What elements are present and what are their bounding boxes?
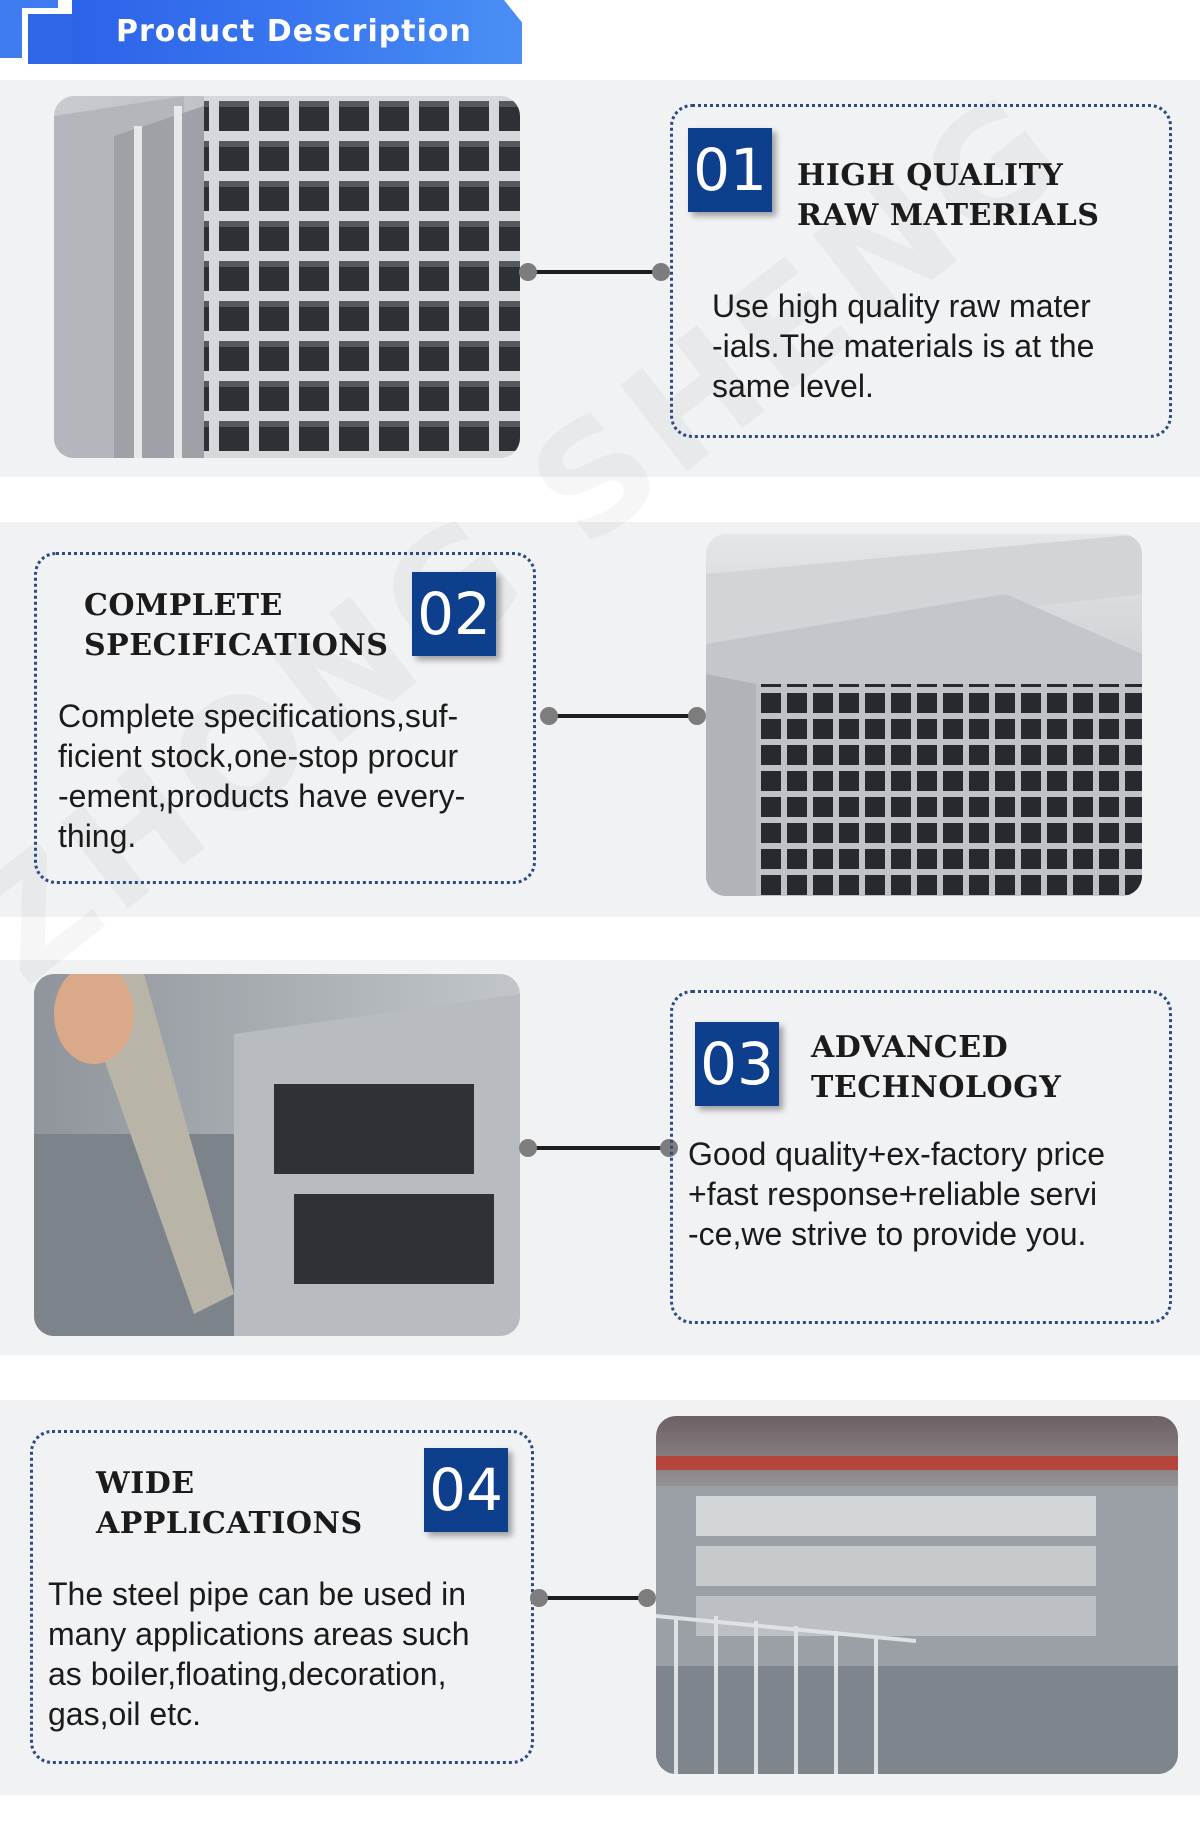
connector-line-2 [546, 714, 696, 718]
connector-dot [688, 707, 706, 725]
feature-text-1: Use high quality raw mater -ials.The materials is at the same level. [712, 288, 1095, 404]
feature-heading-4: WIDE APPLICATIONS [96, 1466, 363, 1541]
product-photo-3 [34, 974, 520, 1336]
feature-heading-1: HIGH QUALITY RAW MATERIALS [797, 158, 1100, 233]
feature-heading-2: COMPLETE SPECIFICATIONS [84, 588, 389, 663]
section-header [0, 0, 1200, 80]
feature-number-4: 04 [424, 1448, 508, 1532]
product-photo-1 [54, 96, 520, 458]
connector-dot [652, 263, 670, 281]
feature-number-1: 01 [688, 128, 772, 212]
header-title: Product Description [116, 14, 472, 49]
connector-dot [638, 1589, 656, 1607]
connector-dot [530, 1589, 548, 1607]
feature-text-3: Good quality+ex-factory price +fast response+reliable servi -ce,we strive to provide you. [688, 1136, 1106, 1252]
feature-heading-3: ADVANCED TECHNOLOGY [811, 1030, 1062, 1105]
feature-number-3: 03 [695, 1022, 779, 1106]
product-photo-2 [706, 534, 1142, 896]
connector-line-1 [528, 270, 660, 274]
connector-dot [519, 1139, 537, 1157]
feature-number-2: 02 [412, 572, 496, 656]
connector-line-4 [546, 1596, 650, 1600]
connector-dot [519, 263, 537, 281]
feature-text-2: Complete specifications,suf- ficient stock,one-stop procur -ement,products have every- thing. [58, 698, 466, 854]
header-accent-inner [28, 14, 72, 64]
product-photo-4 [656, 1416, 1178, 1774]
connector-dot [540, 707, 558, 725]
connector-line-3 [528, 1146, 668, 1150]
feature-text-4: The steel pipe can be used in many applications areas such as boiler,floating,decoration, gas,oil etc. [48, 1576, 470, 1732]
